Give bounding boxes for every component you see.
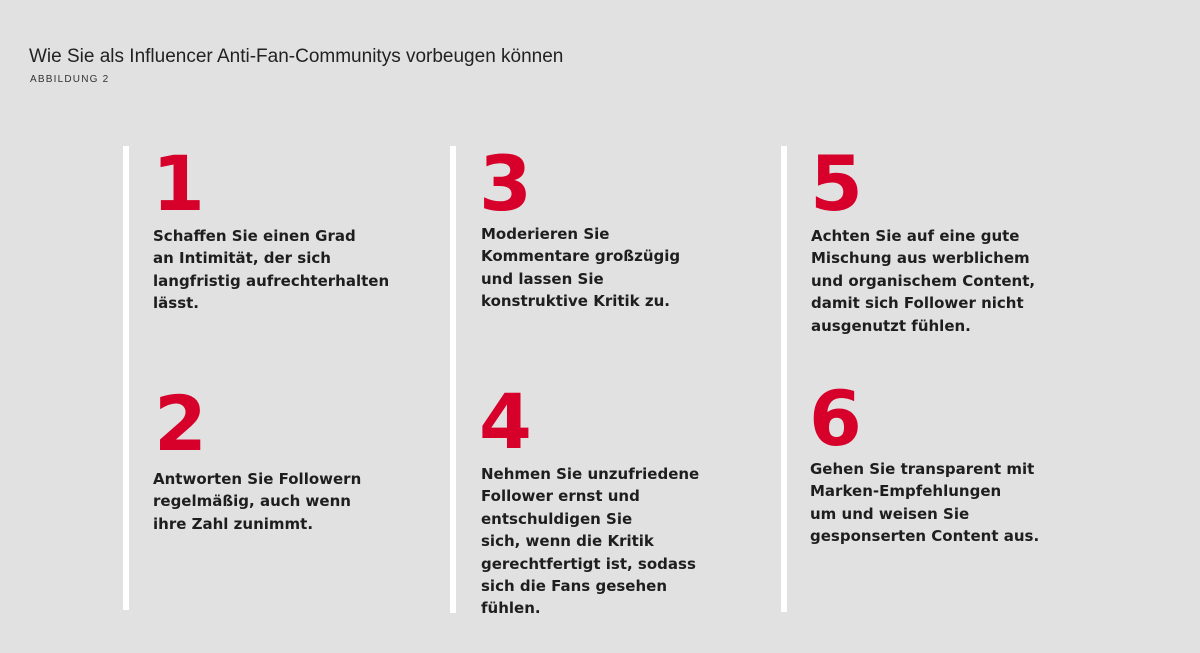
step-number: 3	[479, 139, 532, 228]
step-number: 5	[810, 139, 863, 228]
figure-caption: ABBILDUNG 2	[30, 74, 110, 85]
step-text: Schaffen Sie einen Grad an Intimität, der sich langfristig aufrechterhalten lässt.	[153, 227, 390, 313]
step-text: Gehen Sie transparent mit Marken-Empfehlungen um und weisen Sie gesponserten Content aus.	[810, 460, 1040, 546]
column-divider-2	[450, 146, 456, 613]
step-number: 4	[479, 377, 532, 466]
step-number: 1	[152, 139, 205, 228]
step-text: Achten Sie auf eine gute Mischung aus werblichem und organischem Content, damit sich Follower nicht ausgenutzt fühlen.	[811, 227, 1036, 335]
step-number: 6	[809, 374, 862, 463]
column-divider-3	[781, 146, 787, 612]
step-text: Moderieren Sie Kommentare großzügig und lassen Sie konstruktive Kritik zu.	[481, 225, 681, 311]
column-divider-1	[123, 146, 129, 610]
figure-title: Wie Sie als Influencer Anti-Fan-Communitys vorbeugen können	[29, 46, 564, 67]
step-text: Antworten Sie Followern regelmäßig, auch wenn ihre Zahl zunimmt.	[153, 470, 362, 533]
step-text: Nehmen Sie unzufriedene Follower ernst und entschuldigen Sie sich, wenn die Kritik gerechtfertigt ist, sodass sich die Fans gesehen fühlen.	[481, 465, 700, 618]
step-number: 2	[154, 379, 207, 468]
